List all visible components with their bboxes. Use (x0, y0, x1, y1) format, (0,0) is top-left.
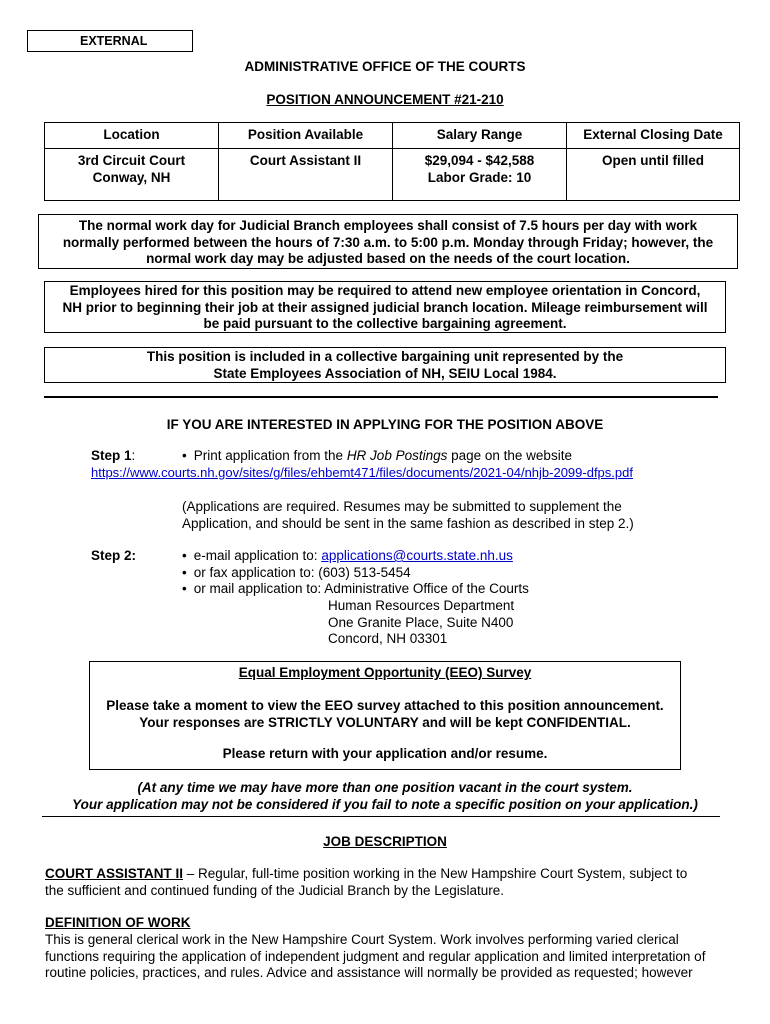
position-table (44, 122, 740, 201)
email-link[interactable]: applications@courts.state.nh.us (321, 548, 513, 563)
vacancy-note: (At any time we may have more than one position vacant in the court system. Your application may not be considered if you fail to note a specific position on your application.) (72, 780, 698, 812)
orientation-notice (44, 283, 726, 333)
salary-line-1: $29,094 - $42,588 (424, 153, 535, 168)
workday-line-2: normally performed between the hours of 7:30 a.m. to 5:00 p.m. Monday through Friday; however, the (62, 234, 714, 250)
mail-option: • or mail application to: Administrative Office of the Courts (182, 581, 529, 598)
divider-rule-2 (42, 816, 720, 817)
table-row (45, 149, 740, 201)
union-line-1: This position is included in a collective bargaining unit represented by the (146, 349, 624, 364)
header-location: Location (45, 123, 219, 149)
eeo-body: Please take a moment to view the EEO survey attached to this position announcement. Your responses are STRICTLY VOLUNTARY and will be kept CONFIDENTIAL. (106, 698, 664, 730)
job-title: COURT ASSISTANT II (45, 866, 183, 881)
workday-notice (38, 218, 738, 268)
header-position: Position Available (219, 123, 393, 149)
orientation-line-3: be paid pursuant to the collective bargaining agreement. (203, 316, 567, 331)
step1-text: • Print application from the HR Job Postings page on the website (182, 448, 572, 463)
definition-body: This is general clerical work in the New Hampshire Court System. Work involves performing varied clerical functions requiring the application of independent judgment and regular application and limited interpretation of routine policies, practices, and rules. Advice and assistance will normally be provided as requested; however (45, 932, 706, 980)
step2-label: Step 2: (91, 548, 137, 563)
application-form-link[interactable]: https://www.courts.nh.gov/sites/g/files/ehbemt471/files/documents/2021-04/nhjb-2099-dfps.pdf (91, 465, 633, 480)
orientation-line-2: NH prior to beginning their job at their assigned judicial branch location. Mileage reimbursement will (62, 299, 708, 315)
office-title: ADMINISTRATIVE OFFICE OF THE COURTS (244, 59, 526, 74)
workday-line-1: The normal work day for Judicial Branch employees shall consist of 7.5 hours per day with work (78, 218, 698, 233)
cell-location (45, 149, 219, 201)
step2-options (182, 548, 529, 598)
eeo-return-note: Please return with your application and/or resume. (222, 746, 548, 761)
step1-note: (Applications are required. Resumes may be submitted to supplement the Application, and should be sent in the same fashion as described in step 2.) (182, 499, 634, 531)
eeo-title: Equal Employment Opportunity (EEO) Survey (238, 665, 532, 680)
union-notice (44, 349, 726, 382)
definition-heading: DEFINITION OF WORK (45, 915, 191, 930)
email-option: • e-mail application to: applications@courts.state.nh.us (182, 548, 529, 565)
external-label-box (27, 30, 193, 52)
workday-line-3: normal work day may be adjusted based on the needs of the court location. (146, 251, 630, 266)
mailing-address: Human Resources Department One Granite Place, Suite N400 Concord, NH 03301 (328, 598, 515, 646)
location-line-2: Conway, NH (92, 170, 171, 185)
orientation-line-1: Employees hired for this position may be required to attend new employee orientation in Concord, (69, 283, 701, 298)
cell-closing: Open until filled (567, 149, 740, 201)
announcement-title: POSITION ANNOUNCEMENT #21-210 (266, 92, 504, 107)
cell-position: Court Assistant II (219, 149, 393, 201)
step1-label: Step 1: (91, 448, 136, 463)
job-summary: COURT ASSISTANT II – Regular, full-time position working in the New Hampshire Court System, subject to the sufficient and continued funding of the Judicial Branch by the Legislature. (45, 866, 688, 898)
job-description-heading: JOB DESCRIPTION (323, 834, 447, 849)
header-salary: Salary Range (393, 123, 567, 149)
fax-option: • or fax application to: (603) 513-5454 (182, 565, 529, 582)
apply-heading: IF YOU ARE INTERESTED IN APPLYING FOR THE POSITION ABOVE (166, 417, 604, 432)
salary-line-2: Labor Grade: 10 (427, 170, 532, 185)
header-closing: External Closing Date (567, 123, 740, 149)
union-line-2: State Employees Association of NH, SEIU Local 1984. (213, 365, 557, 381)
divider-rule (44, 396, 718, 398)
table-header-row (45, 123, 740, 149)
external-label: EXTERNAL (80, 34, 148, 48)
cell-salary (393, 149, 567, 201)
location-line-1: 3rd Circuit Court (77, 153, 186, 168)
